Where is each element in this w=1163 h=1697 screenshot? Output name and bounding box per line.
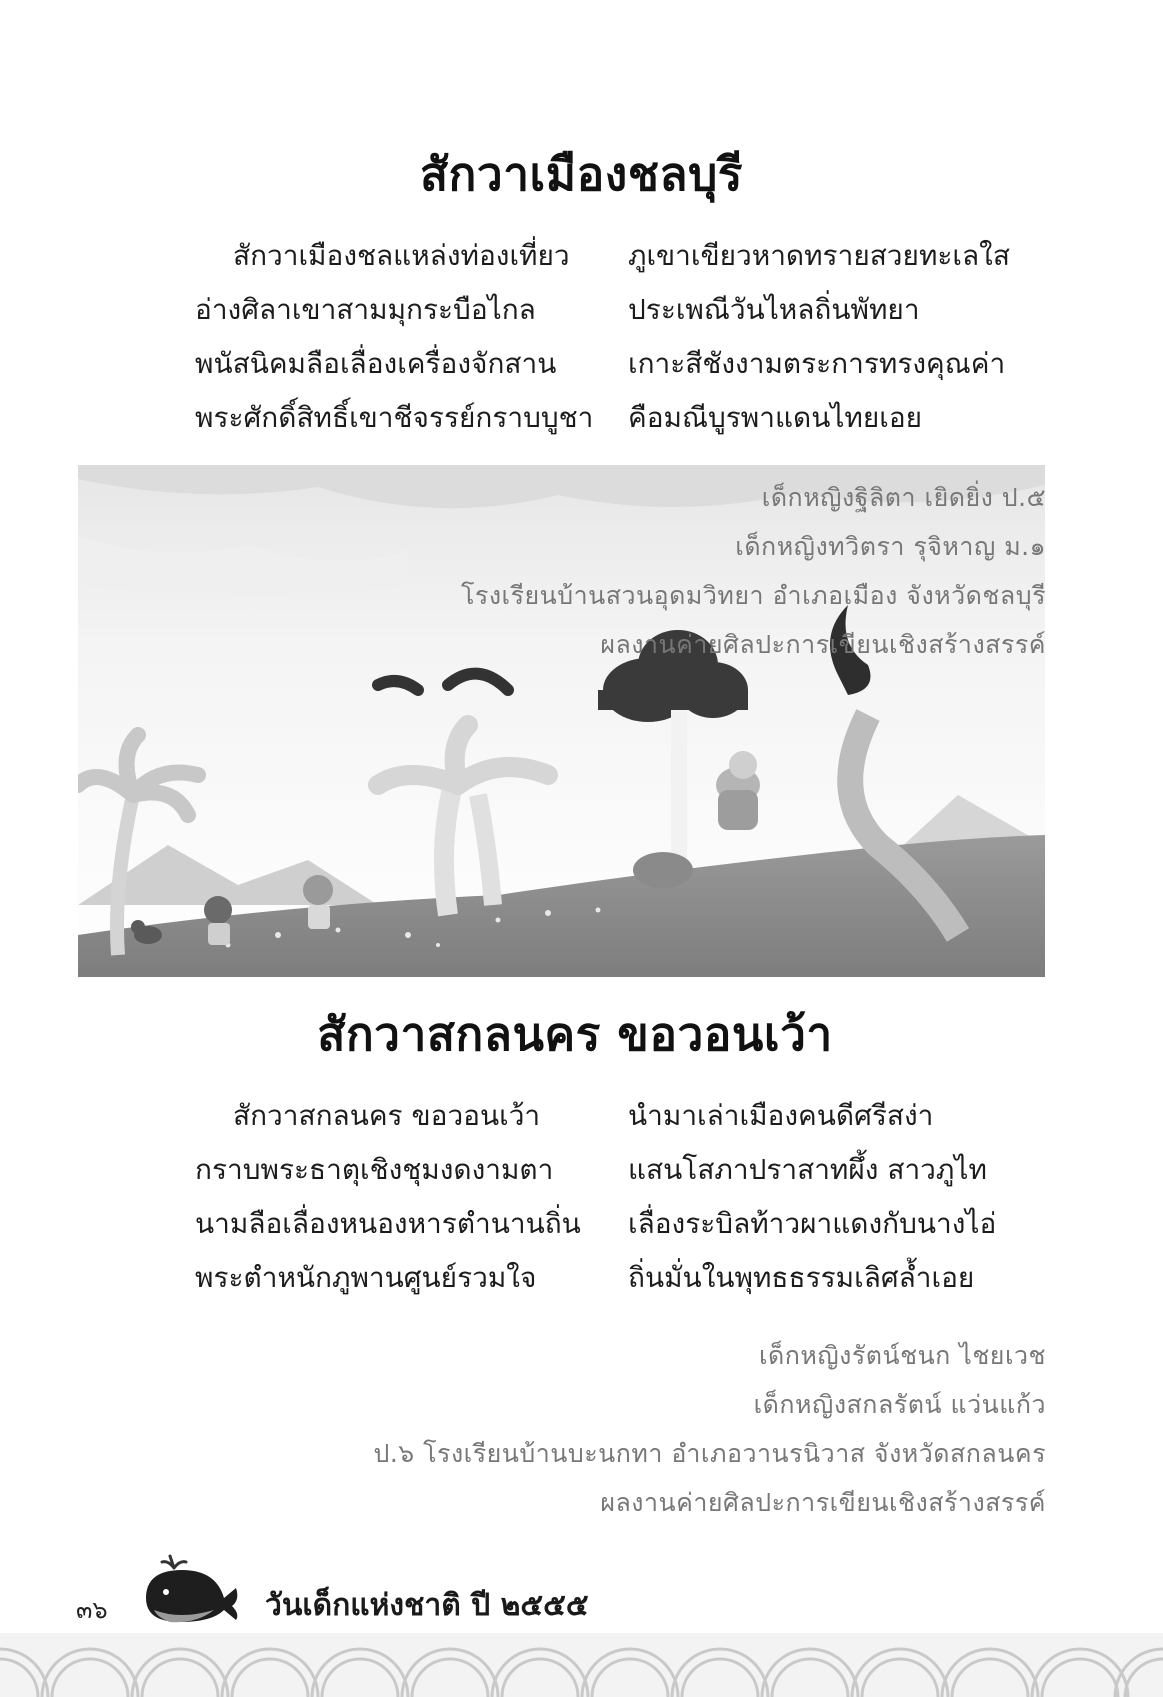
- poem1-line-1a: สักวาเมืองชลแหล่งท่องเที่ยว: [233, 239, 570, 272]
- poem1-line-3b: เกาะสีชังงามตระการทรงคุณค่า: [628, 347, 1006, 380]
- poem1-line-4b: คือมณีบูรพาแดนไทยเอย: [628, 401, 923, 434]
- poem2-credit-1: เด็กหญิงรัตน์ชนก ไชยเวช: [758, 1341, 1046, 1370]
- poem2-line-3a: นามลือเลื่องหนองหารตำนานถิ่น: [195, 1207, 581, 1240]
- page-number: ๓๖: [76, 1596, 108, 1624]
- poem1-credit-1: เด็กหญิงฐิลิตา เยิดยิ่ง ป.๕: [761, 483, 1046, 512]
- poem2-line-2b: แสนโสภาปราสาทผึ้ง สาวภูไท: [628, 1153, 987, 1186]
- poem1-line-2b: ประเพณีวันไหลถิ่นพัทยา: [628, 293, 920, 326]
- ring-border: [0, 1625, 1163, 1697]
- poem2-line-1a: สักวาสกลนคร ขอวอนเว้า: [233, 1099, 541, 1132]
- poem2-credit-4: ผลงานค่ายศิลปะการเขียนเชิงสร้างสรรค์: [600, 1488, 1046, 1517]
- poem1-credit-4: ผลงานค่ายศิลปะการเขียนเชิงสร้างสรรค์: [600, 630, 1046, 659]
- poem1-line-1b: ภูเขาเขียวหาดทรายสวยทะเลใส: [628, 239, 1010, 272]
- poem2-title: สักวาสกลนคร ขอวอนเว้า: [317, 1007, 833, 1061]
- poem2-line-4b: ถิ่นมั่นในพุทธธรรมเลิศล้ำเอย: [628, 1261, 975, 1294]
- whale-icon: [140, 1548, 244, 1628]
- book-title: วันเด็กแห่งชาติ ปี ๒๕๕๕: [265, 1588, 589, 1623]
- poem2-line-1b: นำมาเล่าเมืองคนดีศรีสง่า: [628, 1099, 934, 1132]
- poem1-line-4a: พระศักดิ์สิทธิ์เขาชีจรรย์กราบบูชา: [195, 401, 594, 434]
- poem1-line-3a: พนัสนิคมลือเลื่องเครื่องจักสาน: [195, 347, 557, 380]
- poem2-line-3b: เลื่องระบิลท้าวผาแดงกับนางไอ่: [628, 1207, 997, 1240]
- poem1-title: สักวาเมืองชลบุรี: [419, 147, 744, 201]
- poem2-line-4a: พระตำหนักภูพานศูนย์รวมใจ: [195, 1261, 537, 1294]
- poem2-credit-3: ป.๖ โรงเรียนบ้านบะนกทา อำเภอวานรนิวาส จังหวัดสกลนคร: [373, 1439, 1046, 1468]
- poem2-credit-2: เด็กหญิงสกลรัตน์ แว่นแก้ว: [753, 1390, 1046, 1419]
- poem1-credit-2: เด็กหญิงทวิตรา รุจิหาญ ม.๑: [735, 532, 1046, 561]
- poem1-line-2a: อ่างศิลาเขาสามมุกระบือไกล: [195, 293, 536, 326]
- poem1-credit-3: โรงเรียนบ้านสวนอุดมวิทยา อำเภอเมือง จังหวัดชลบุรี: [460, 581, 1046, 610]
- poem2-line-2a: กราบพระธาตุเชิงชุมงดงามตา: [195, 1153, 554, 1186]
